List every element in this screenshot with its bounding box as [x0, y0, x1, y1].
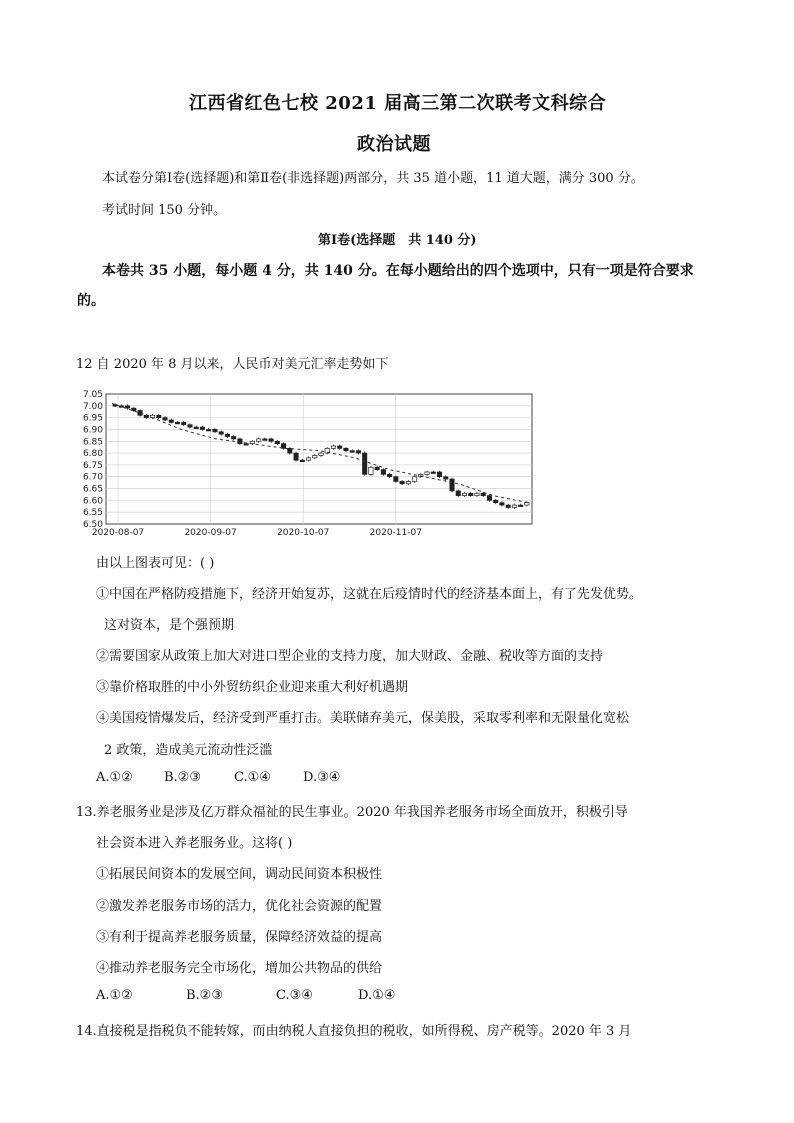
candle-body [350, 451, 354, 453]
candle-body [425, 472, 429, 474]
q13-item-1: ①拓展民间资本的发展空间，调动民间资本积极性 [96, 867, 383, 882]
q13-option-d: D.①④ [358, 988, 396, 1003]
q12-option-d: D.③④ [303, 770, 341, 785]
candle-body [400, 481, 404, 483]
q13-option-a: A.①② [96, 988, 133, 1003]
candle-body [387, 474, 391, 476]
candle-body [231, 437, 235, 439]
candle-body [306, 458, 310, 460]
x-tick-label: 2020-10-07 [277, 528, 330, 538]
candle-body [175, 422, 179, 424]
q12-prompt: 由以上图表可见：( ) [96, 556, 215, 571]
q14-stem: 14.直接税是指税负不能转嫁，而由纳税人直接负担的税收，如所得税、房产税等。2020 年 3 月 [76, 1024, 632, 1039]
q12-item-4-cont: 2 政策，造成美元流动性泛滥 [104, 743, 273, 758]
page-subtitle: 政治试题 [357, 134, 431, 155]
candle-body [494, 500, 498, 502]
candle-body [481, 493, 485, 495]
q12-item-2: ②需要国家从政策上加大对进口型企业的支持力度，加大财政、金融、税收等方面的支持 [96, 649, 604, 664]
candle-body [294, 453, 298, 460]
candle-body [269, 439, 273, 441]
candle-body [207, 429, 211, 431]
candle-body [500, 503, 504, 505]
candle-body [275, 441, 279, 443]
exchange-rate-chart-svg [72, 388, 542, 538]
intro-line-1: 本试卷分第Ⅰ卷(选择题)和第Ⅱ卷(非选择题)两部分，共 35 道小题，11 道大题，满分 300 分。 [102, 171, 644, 186]
candle-body [512, 505, 516, 507]
q12-item-3: ③靠价格取胜的中小外贸纺织企业迎来重大利好机遇期 [96, 680, 409, 695]
q12-option-b: B.②③ [164, 770, 201, 785]
candle-body [263, 439, 267, 441]
y-tick-label: 6.70 [82, 472, 103, 483]
y-tick-label: 7.05 [82, 390, 103, 400]
candle-body [138, 411, 142, 416]
q13-option-c: C.③④ [276, 988, 313, 1003]
candle-body [313, 455, 317, 457]
q13-item-2: ②激发养老服务市场的活力，优化社会资源的配置 [96, 899, 383, 914]
y-tick-label: 6.90 [82, 425, 103, 436]
q12-option-a: A.①② [96, 770, 133, 785]
q12-item-1-cont: 这对资本，是个强预期 [104, 618, 235, 633]
y-tick-label: 6.50 [82, 520, 103, 530]
candle-body [406, 481, 410, 483]
q13-option-b: B.②③ [186, 988, 223, 1003]
candle-body [450, 479, 454, 491]
candle-body [256, 439, 260, 441]
candle-body [444, 477, 448, 479]
q12-options [96, 770, 396, 788]
candle-body [182, 422, 186, 424]
candle-body [188, 425, 192, 427]
candle-body [344, 448, 348, 450]
candle-body [369, 467, 373, 474]
y-tick-label: 6.65 [82, 484, 103, 495]
candle-body [113, 405, 117, 407]
candle-body [487, 496, 491, 501]
q13-stem-2: 社会资本进入养老服务业。这将( ) [96, 836, 293, 851]
exchange-rate-chart [72, 388, 542, 538]
candle-body [194, 427, 198, 429]
candle-body [319, 453, 323, 455]
candle-body [338, 446, 342, 448]
q13-item-3: ③有利于提高养老服务质量，保障经济效益的提高 [96, 930, 383, 945]
q13-item-4: ④推动养老服务完全市场化，增加公共物品的供给 [96, 961, 383, 976]
candle-body [213, 429, 217, 431]
candle-body [238, 439, 242, 444]
candle-body [456, 491, 460, 496]
y-tick-label: 6.60 [82, 496, 103, 507]
candle-body [462, 493, 466, 495]
q13-options [96, 988, 436, 1006]
y-tick-label: 6.55 [82, 508, 103, 519]
candle-body [469, 493, 473, 495]
y-tick-label: 7.00 [82, 401, 103, 412]
candle-body [356, 451, 360, 453]
candle-body [475, 493, 479, 495]
q12-item-1: ①中国在严格防疫措施下，经济开始复苏，这就在后疫情时代的经济基本面上，有了先发优势。 [96, 587, 643, 602]
candle-body [431, 472, 435, 474]
q12-item-4: ④美国疫情爆发后，经济受到严重打击。美联储弃美元，保美股，采取零利率和无限量化宽松 [96, 711, 630, 726]
candle-body [200, 427, 204, 429]
page-title: 江西省红色七校 2021 届高三第二次联考文科综合 [189, 93, 607, 114]
candle-body [412, 477, 416, 482]
x-tick-label: 2020-08-07 [91, 528, 145, 538]
candle-body [381, 470, 385, 475]
section-instruction-2: 的。 [77, 293, 105, 309]
y-tick-label: 6.95 [82, 413, 103, 424]
q13-stem-1: 13.养老服务业是涉及亿万群众福祉的民生事业。2020 年我国养老服务市场全面放开，积极引导 [76, 805, 628, 820]
candle-body [244, 444, 248, 446]
candle-body [219, 432, 223, 434]
y-tick-label: 6.85 [82, 437, 103, 448]
section-heading: 第Ⅰ卷(选择题 共 140 分) [318, 233, 477, 248]
section-instruction-1: 本卷共 35 小题，每小题 4 分，共 140 分。在每小题给出的四个选项中，只有一项是符合要求 [102, 263, 694, 279]
plot-area [106, 394, 532, 524]
candle-body [506, 505, 510, 507]
candle-body [331, 446, 335, 448]
q12-option-c: C.①④ [234, 770, 271, 785]
candle-body [525, 503, 529, 505]
candle-body [225, 434, 229, 436]
candle-body [157, 415, 161, 417]
q12-stem: 12 自 2020 年 8 月以来，人民币对美元汇率走势如下 [76, 357, 389, 372]
y-tick-label: 6.75 [82, 460, 103, 471]
x-tick-label: 2020-09-07 [184, 528, 237, 538]
candle-body [437, 472, 441, 477]
candle-body [132, 408, 136, 410]
candle-body [362, 453, 366, 474]
candle-body [518, 505, 522, 507]
candle-body [169, 420, 173, 422]
candle-body [375, 467, 379, 469]
candle-body [300, 460, 304, 462]
candle-body [163, 418, 167, 420]
candle-body [394, 477, 398, 482]
x-tick-label: 2020-11-07 [369, 528, 422, 538]
y-tick-label: 6.80 [82, 449, 103, 460]
intro-line-2: 考试时间 150 分钟。 [102, 203, 227, 218]
